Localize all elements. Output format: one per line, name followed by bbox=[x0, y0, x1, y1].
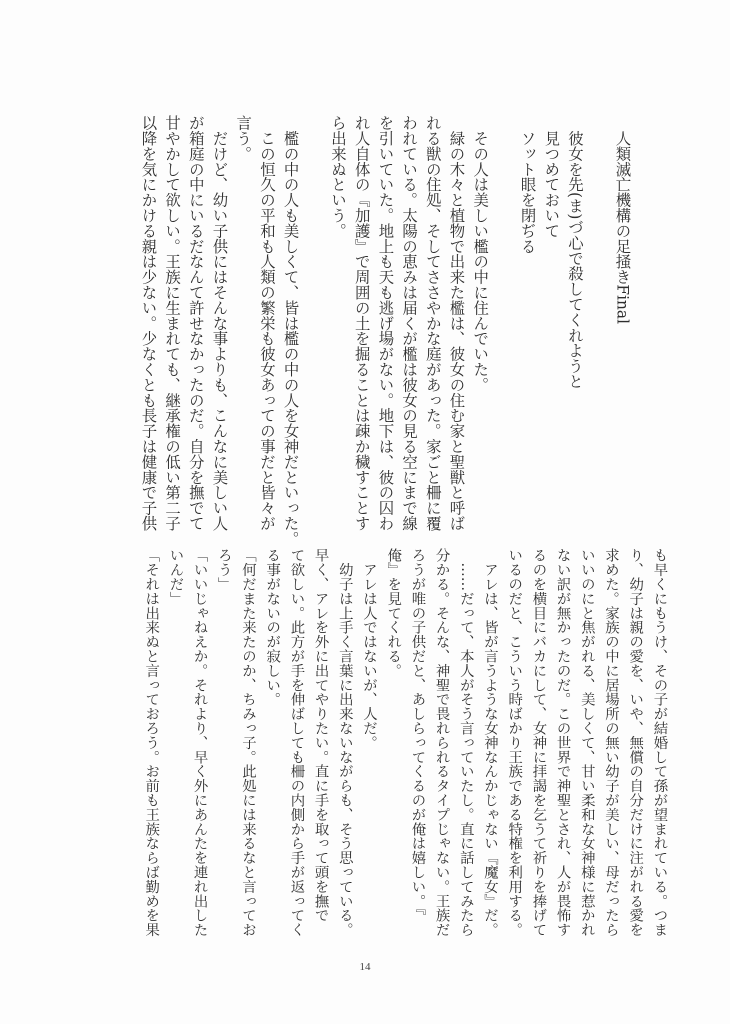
text-column: 言う。 bbox=[234, 115, 253, 162]
text-column: いるのだと、こういう時ばかり王族である特権を利用する。 bbox=[506, 548, 523, 937]
text-column: いんだ」 bbox=[167, 548, 184, 606]
text-column: 以降を気にかける親は少ない。少なくとも長子は健康で子供 bbox=[139, 115, 158, 531]
text-column: 「何だまた来たのか、ちみっ子。此処には来るなと言ってお bbox=[240, 548, 256, 937]
text-column: アレは、皆が言うような女神なんかじゃない『魔女』だ。 bbox=[482, 548, 498, 937]
chapter-title: 人類滅亡機構の足掻きFinal bbox=[613, 115, 632, 325]
text-column: 見つめておいて bbox=[542, 115, 561, 239]
text-column: だけど、幼い子供にはそんな事よりも、こんなに美しい人 bbox=[210, 115, 229, 531]
text-column: その人は美しい檻の中に住んでいた。 bbox=[471, 115, 490, 393]
text-column: われている。太陽の恵みは届くが檻は彼女の見る空にまで線 bbox=[400, 115, 419, 531]
text-column: いいのにと焦がれる、美しくて、甘い柔和な女神様に惹かれ bbox=[578, 548, 595, 937]
text-column: 「それは出来ぬと言っておろう。お前も王族ならば勤めを果 bbox=[143, 548, 160, 937]
text-column: も早くにもうけ、その子が結婚して孫が望まれている。つま bbox=[651, 548, 668, 937]
text-column: るのを横目にバカにして、女神に拝謁を乞うて祈りを捧げて bbox=[530, 548, 547, 937]
text-column: ソット眼を閉ぢる bbox=[518, 115, 537, 254]
text-column: 檻の中の人も美しくて、皆は檻の中の人を女神だといった。 bbox=[281, 115, 300, 547]
text-column: る事がないのが寂しい。 bbox=[264, 548, 281, 707]
text-column: れる獣の住処、そしてささやかな庭があった。家ごと柵に覆 bbox=[423, 115, 442, 531]
page-number: 14 bbox=[359, 961, 371, 973]
text-column: アレは人ではないが、人だ。 bbox=[361, 548, 377, 750]
text-column: ら出来ぬという。 bbox=[329, 115, 347, 239]
text-column: 求めた。家族の中に居場所の無い幼子が美しい、母だったら bbox=[603, 548, 619, 937]
text-column: 分かる。そんな、神聖で畏れられるタイプじゃない。王族だ bbox=[433, 548, 450, 937]
text-column: 早く、アレを外に出てやりたい。直に手を取って頭を撫で bbox=[312, 548, 329, 923]
text-column: ろう」 bbox=[215, 548, 232, 592]
text-column: 「いいじゃねえか。それより、早く外にあんたを連れ出した bbox=[191, 548, 208, 937]
text-column: り、幼子は親の愛を、いや、無償の自分だけに注がれる愛を bbox=[627, 548, 644, 937]
text-column: 俺』を見てくれる。 bbox=[385, 548, 402, 678]
text-column: ……だって、本人がそう言っていたし。直に話してみたら bbox=[457, 548, 474, 937]
text-column: 幼子は上手く言葉に出来ないながらも、そう思っている。 bbox=[336, 548, 353, 937]
text-column: ない訳が無かったのだ。この世界で神聖とされ、人が畏怖す bbox=[554, 548, 571, 937]
text-column: れ人自体の『加護』で周囲の土を掘ることは疎か穢すことす bbox=[352, 115, 371, 531]
text-column: ろうが唯の子供だと、あしらってくるのが俺は嬉しい。『 bbox=[409, 548, 426, 916]
text-column: 緑の木々と植物で出来た檻は、彼女の住む家と聖獣と呼ば bbox=[447, 115, 466, 531]
text-column: を引いていた。地上も天も逃げ場がない。地下は、彼の囚わ bbox=[376, 115, 395, 531]
text-column: この恒久の平和も人類の繁栄も彼女あっての事だと皆々が bbox=[257, 115, 276, 531]
text-column: て欲しい。此方が手を伸ばしても柵の内側から手が返ってく bbox=[288, 548, 305, 937]
text-column: 彼女を先(ま)づ心で殺してくれようと bbox=[566, 115, 584, 389]
text-column: 甘やかして欲しい。王族に生まれても、継承権の低い第二子 bbox=[163, 115, 182, 531]
text-column: が箱庭の中にいるだなんて許せなかったのだ。自分を撫でて bbox=[186, 115, 205, 531]
